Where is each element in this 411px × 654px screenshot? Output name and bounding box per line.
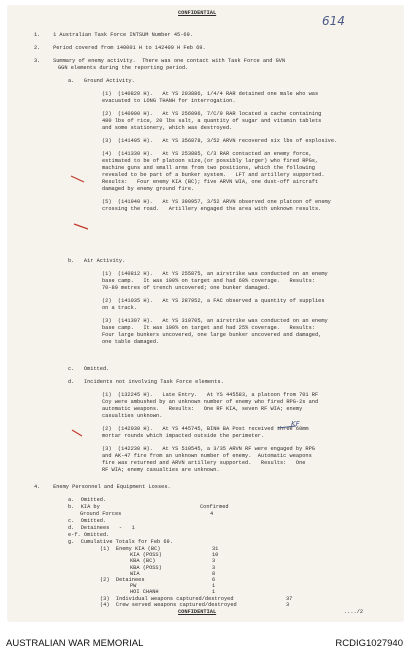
total-value: 37 [286,595,293,602]
entry-line: 70-80 metres of trench uncovered; one bunker damaged. [102,285,271,291]
entry-line: (3) (141405 H). At YS 356878, 3/52 ARVN recovered six lbs of explosive. [102,138,338,144]
total-value: 3 [212,558,216,565]
losses-a: a. Omitted. [68,497,107,503]
total-label: KBA (POSS) [130,564,162,571]
losses-confirmed-label: Confirmed [200,504,229,510]
losses-confirmed-value: 4 [210,511,214,517]
losses-ef: e-f. Omitted. [68,532,110,538]
document-page [8,6,403,621]
classification-footer: CONFIDENTIAL [178,609,217,615]
red-check-mark-ground-4 [71,176,84,182]
entry-line: one table damaged. [102,339,160,345]
entry-line: (1) (140812 H). At YS 255875, an airstrike was conducted on an enemy [102,271,328,277]
entry-line: 480 lbs of rice, 20 lbs salt, a quantity of sugar and vitamin tablets [102,118,322,124]
entry-line: Coy were ambushed by an unknown number of enemy who fired RPG-2s and [102,399,319,405]
entry-line: base camp. It was 100% on target and had 25% coverage. Results: [102,325,315,331]
losses-heading: 4. Enemy Personnel and Equipment Losses. [34,484,171,490]
total-value: 3 [286,601,290,608]
total-value: 1 [212,583,216,590]
entry-line: mortar rounds which impacted outside the perimeter. [102,433,265,439]
continued-marker: ..../2 [344,609,364,615]
total-label: WIA [130,570,140,577]
item-3: 3. Summary of enemy activity. There was one contact with Task Force and GVN [34,58,286,64]
footer-institution: AUSTRALIAN WAR MEMORIAL [6,638,144,649]
total-value: 31 [212,546,219,552]
entry-line: on a track. [102,305,137,311]
item-3-line-2: GGN elements during the reporting period. [58,65,189,71]
entry-line: Results: Four enemy KIA (BC); five ARVN WIA, one dust-off aircraft [102,179,319,185]
classification-header: CONFIDENTIAL [178,10,217,16]
entry-line: and AK-47 fire from an unknown number of enemy. Automatic weapons [102,453,312,459]
entry-line: machine guns and small arms from two positions, which the following [102,165,315,171]
footer-record-id: RCDIG1027940 [335,638,403,649]
entry-line: base camp. It was 100% on target and had 60% coverage. Results: [102,278,315,284]
entry-line: automatic weapons. Results: One RF KIA, seven RF WIA; enemy [102,406,303,412]
total-label: HOI CHANH [130,589,159,596]
entry-line: (1) (132245 H). Late Entry. At YS 445583, a platoon from 701 RF [102,392,319,398]
total-label: KIA (POSS) [130,552,162,559]
handwritten-correction: KF [291,420,300,428]
entry-line: (4) (141330 H). At YS 253885, C/3 RAR contacted an enemy force, [102,151,312,157]
entry-line: fire was returned and ARVN artillery supported. Results: One [102,460,306,466]
losses-c: c. Omitted. [68,518,107,524]
entry-line: revealed to be part of a bunker system. LFT and artillery supported. [102,172,325,178]
total-label: PW [130,583,137,590]
entry-line: crossing the road. Artillery engaged the area with unknown results. [102,206,322,212]
entry-line: (2) (141035 H). At YS 287952, a FAC observed a quantity of supplies [102,298,325,304]
total-label: (1) Enemy KIA (BC) [100,546,161,552]
losses-b-sub: Ground Forces [80,511,122,517]
entry-line: damaged by enemy ground fire. [102,186,195,192]
total-label: (3) Individual weapons captured/destroyed [100,595,234,602]
air-activity-heading: b. Air Activity. [68,258,126,264]
entry-line: and some stationery, which was destroyed. [102,125,233,131]
entry-line: (2) (142030 H). At YS 445745, BINH BA Post received three 60mm [102,426,309,432]
item-2: 2. Period covered from 140001 H to 142400 H Feb 69. [34,45,206,51]
losses-d: d. Detainees - 1 [68,525,135,531]
total-value: 1 [212,589,216,596]
losses-b: b. KIA by [68,504,100,510]
red-check-mark-incident-3 [72,430,82,436]
entry-line: (5) (141940 H). At YS 390957, 3/52 ARVN observed one platoon of enemy [102,199,331,205]
entry-line: (1) (140820 H). At YS 203886, 1/4/4 RAR detained one male who was [102,91,319,97]
entry-line: (3) (141307 H). At YS 319705, an airstrike was conducted on an enemy [102,318,328,324]
folio-handwritten: 614 [322,14,345,28]
document-body [8,6,403,621]
incidents-heading: d. Incidents not involving Task Force elements. [68,379,224,385]
total-label: (4) Crew served weapons captured/destroyed [100,601,237,608]
entry-line: evacuated to LONG THANH for interrogation. [102,98,236,104]
naval-heading: c. Omitted. [68,366,110,372]
entry-line: casualties unknown. [102,413,163,419]
total-label: (2) Detainees [100,577,145,583]
total-value: 10 [212,552,219,559]
item-1: 1. 1 Australian Task Force INTSUM Number 45-69. [34,32,193,38]
entry-line: estimated to be of platoon size,(or possibly larger) who fired RPGs, [102,158,319,164]
entry-line: Four large bunkers uncovered, one large bunker uncovered and damaged, [102,332,322,338]
entry-line: (3) (142230 H). At YS 510545, a 3/35 ARVN RF were engaged by RPG [102,446,315,452]
losses-g: g. Cumulative Totals for Feb 69. [68,539,173,545]
entry-line: (2) (140900 H). At YS 256096, 7/C/9 RAR located a cache containing [102,111,322,117]
ground-activity-heading: a. Ground Activity. [68,78,135,84]
margin-annotations [8,6,403,621]
total-value: 6 [212,577,216,583]
red-check-mark-ground-5 [74,224,88,229]
total-label: KBA (BC) [130,558,156,565]
total-value: 8 [212,570,216,577]
entry-line: RF WIA; enemy casualties are unknown. [102,467,220,473]
archive-footer [0,632,411,654]
total-value: 3 [212,564,216,571]
